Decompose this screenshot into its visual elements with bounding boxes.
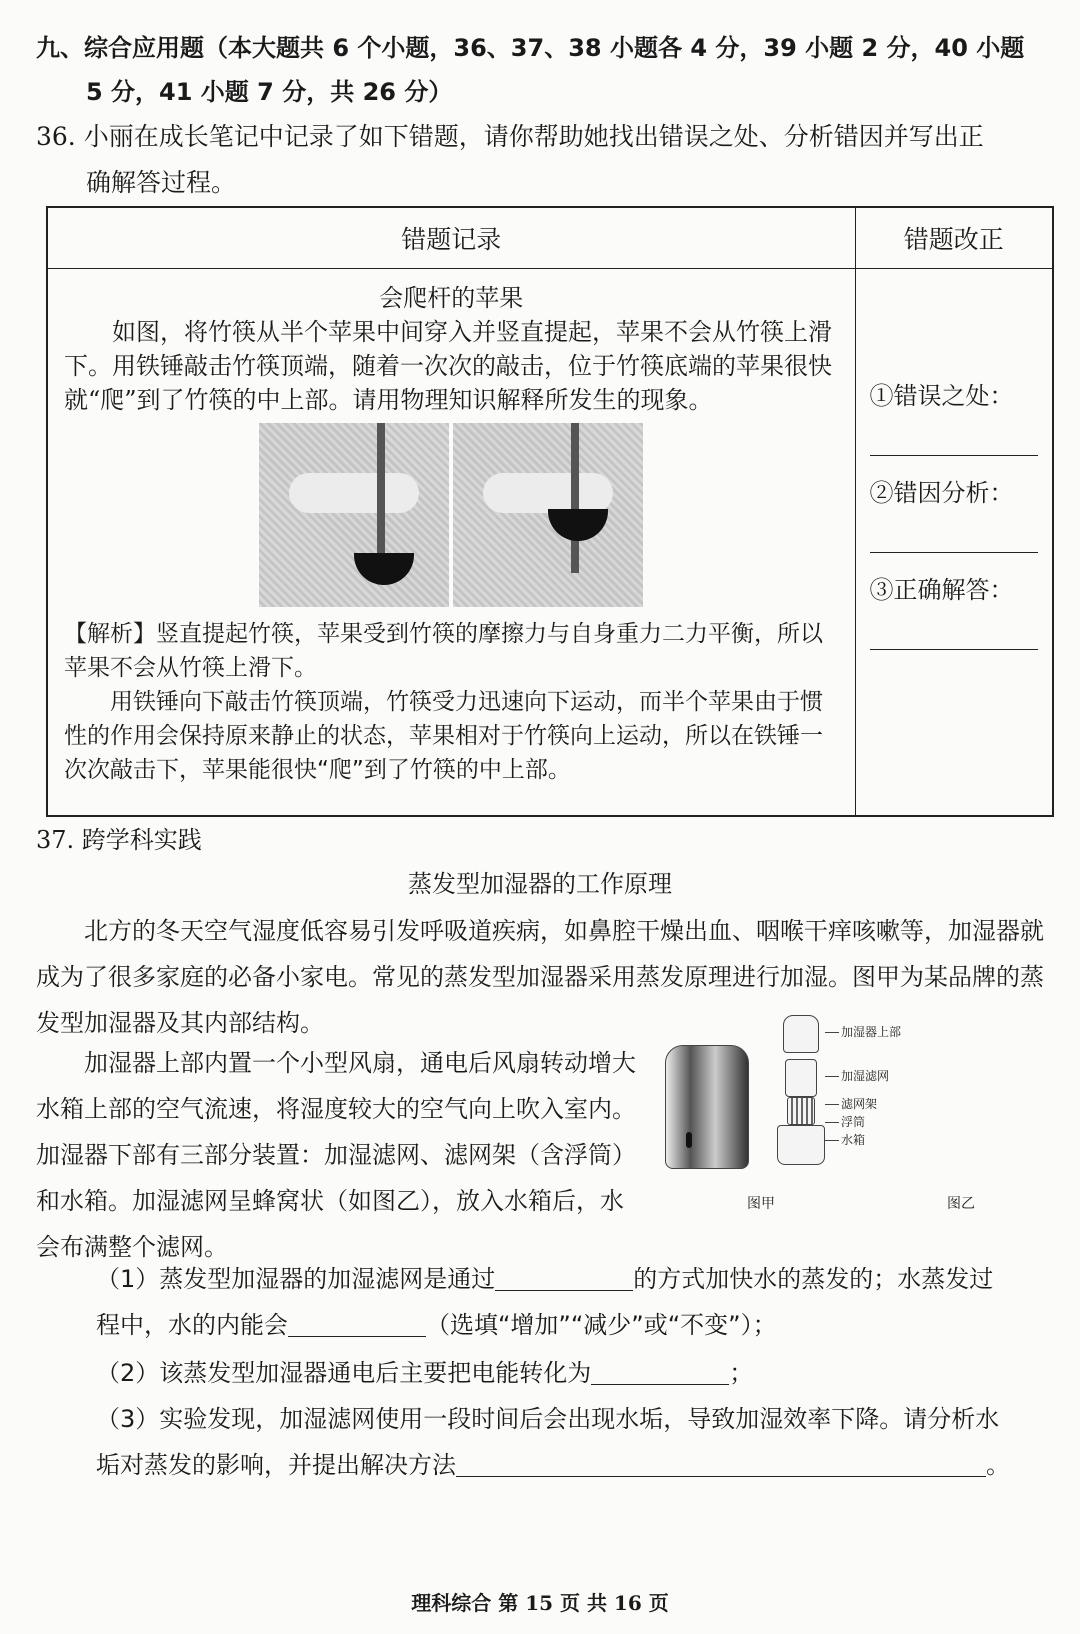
blank-4[interactable]	[456, 1448, 986, 1477]
section-title-line2: 5 分，41 小题 7 分，共 26 分）	[86, 78, 453, 106]
part-tank-image	[777, 1125, 825, 1165]
part-upper-image	[783, 1015, 819, 1053]
analysis-para-1: 【解析】竖直提起竹筷，苹果受到竹筷的摩擦力与自身重力二力平衡，所以苹果不会从竹筷上滑下。	[64, 621, 823, 681]
fix-correct-answer-label: ③正确解答：	[869, 576, 1014, 604]
q37-paragraph-1: 北方的冬天空气湿度低容易引发呼吸道疾病，如鼻腔干燥出血、咽喉干痒咳嗽等，加湿器就成为了很多家庭的必备小家电。常见的蒸发型加湿器采用蒸发原理进行加湿。图甲为某品牌的蒸发型加湿器及其内部结构。	[36, 917, 1044, 1037]
page-footer: 理科综合 第 15 页 共 16 页	[411, 1591, 669, 1615]
fix-correct-answer-blank[interactable]	[870, 607, 1039, 650]
problem-text: 如图，将竹筷从半个苹果中间穿入并竖直提起，苹果不会从竹筷上滑下。用铁锤敲击竹筷顶端，随着一次次的敲击，位于竹筷底端的苹果很快就“爬”到了竹筷的中上部。请用物理知识解释所发生的现象。	[64, 318, 832, 414]
case-title: 会爬杆的苹果	[379, 284, 524, 312]
section-title-line1: 九、综合应用题（本大题共 6 个小题，36、37、38 小题各 4 分，39 小题 2 分，40 小题	[36, 34, 1025, 62]
part-frame-image	[787, 1097, 815, 1125]
label-upper: 加湿器上部	[825, 1023, 901, 1040]
fix-error-cause-blank[interactable]	[870, 510, 1039, 553]
label-tank: 水箱	[825, 1131, 865, 1148]
record-cell	[47, 269, 855, 817]
sub-question-1-line2: 程中，水的内能会 （选填“增加”“减少”或“不变”）；	[96, 1302, 1056, 1348]
blank-2[interactable]	[288, 1308, 426, 1337]
q37-paragraph-2: 加湿器上部内置一个小型风扇，通电后风扇转动增大水箱上部的空气流速，将湿度较大的空气向上吹入室内。加湿器下部有三部分装置：加湿滤网、滤网架（含浮筒）和水箱。加湿滤网呈蜂窝状（如图乙），放入水箱后，水会布满整个滤网。	[36, 1049, 636, 1261]
fix-error-location-blank[interactable]	[870, 413, 1039, 456]
part-filter-image	[785, 1059, 817, 1097]
label-filter: 加湿滤网	[825, 1067, 889, 1084]
error-record-table	[46, 206, 1054, 817]
fix-error-cause-label: ②错因分析：	[869, 479, 1014, 507]
q37-article-title: 蒸发型加湿器的工作原理	[408, 870, 672, 898]
blank-3[interactable]	[591, 1356, 729, 1385]
label-float: 浮筒	[825, 1113, 865, 1130]
sub-question-3-line2: 垢对蒸发的影响，并提出解决方法 。	[96, 1442, 1056, 1488]
blank-1[interactable]	[495, 1262, 633, 1291]
col-header-record: 错题记录	[47, 207, 855, 269]
question-37-head: 37. 跨学科实践	[36, 826, 202, 854]
apple-photo-before	[259, 423, 449, 607]
apple-photos	[64, 423, 839, 607]
caption-figure-b: 图乙	[947, 1196, 975, 1212]
label-frame: 滤网架	[825, 1095, 877, 1112]
fix-error-location-label: ①错误之处：	[869, 382, 1014, 410]
analysis-para-2: 用铁锤向下敲击竹筷顶端，竹筷受力迅速向下运动，而半个苹果由于惯性的作用会保持原来静止的状态，苹果相对于竹筷向上运动，所以在铁锤一次次敲击下，苹果能很快“爬”到了竹筷的中上部。	[64, 689, 823, 783]
apple-photo-after	[453, 423, 643, 607]
q36-line2: 确解答过程。	[86, 168, 237, 197]
col-header-fix: 错题改正	[855, 207, 1053, 269]
section-title	[36, 26, 1056, 114]
sub-question-2: （2）该蒸发型加湿器通电后主要把电能转化为 ；	[96, 1350, 1056, 1396]
humidifier-device-image	[665, 1045, 749, 1169]
caption-figure-a: 图甲	[747, 1196, 775, 1212]
q36-line1: 36. 小丽在成长笔记中记录了如下错题，请你帮助她找出错误之处、分析错因并写出正	[36, 122, 984, 151]
fix-cell	[855, 269, 1053, 817]
sub-question-3-line1: （3）实验发现，加湿滤网使用一段时间后会出现水垢，导致加湿效率下降。请分析水	[96, 1405, 1000, 1433]
question-36-stem	[36, 114, 1056, 206]
humidifier-figures	[665, 1015, 1055, 1215]
sub-question-1-line1: （1）蒸发型加湿器的加湿滤网是通过 的方式加快水的蒸发的；水蒸发过	[96, 1256, 1056, 1302]
